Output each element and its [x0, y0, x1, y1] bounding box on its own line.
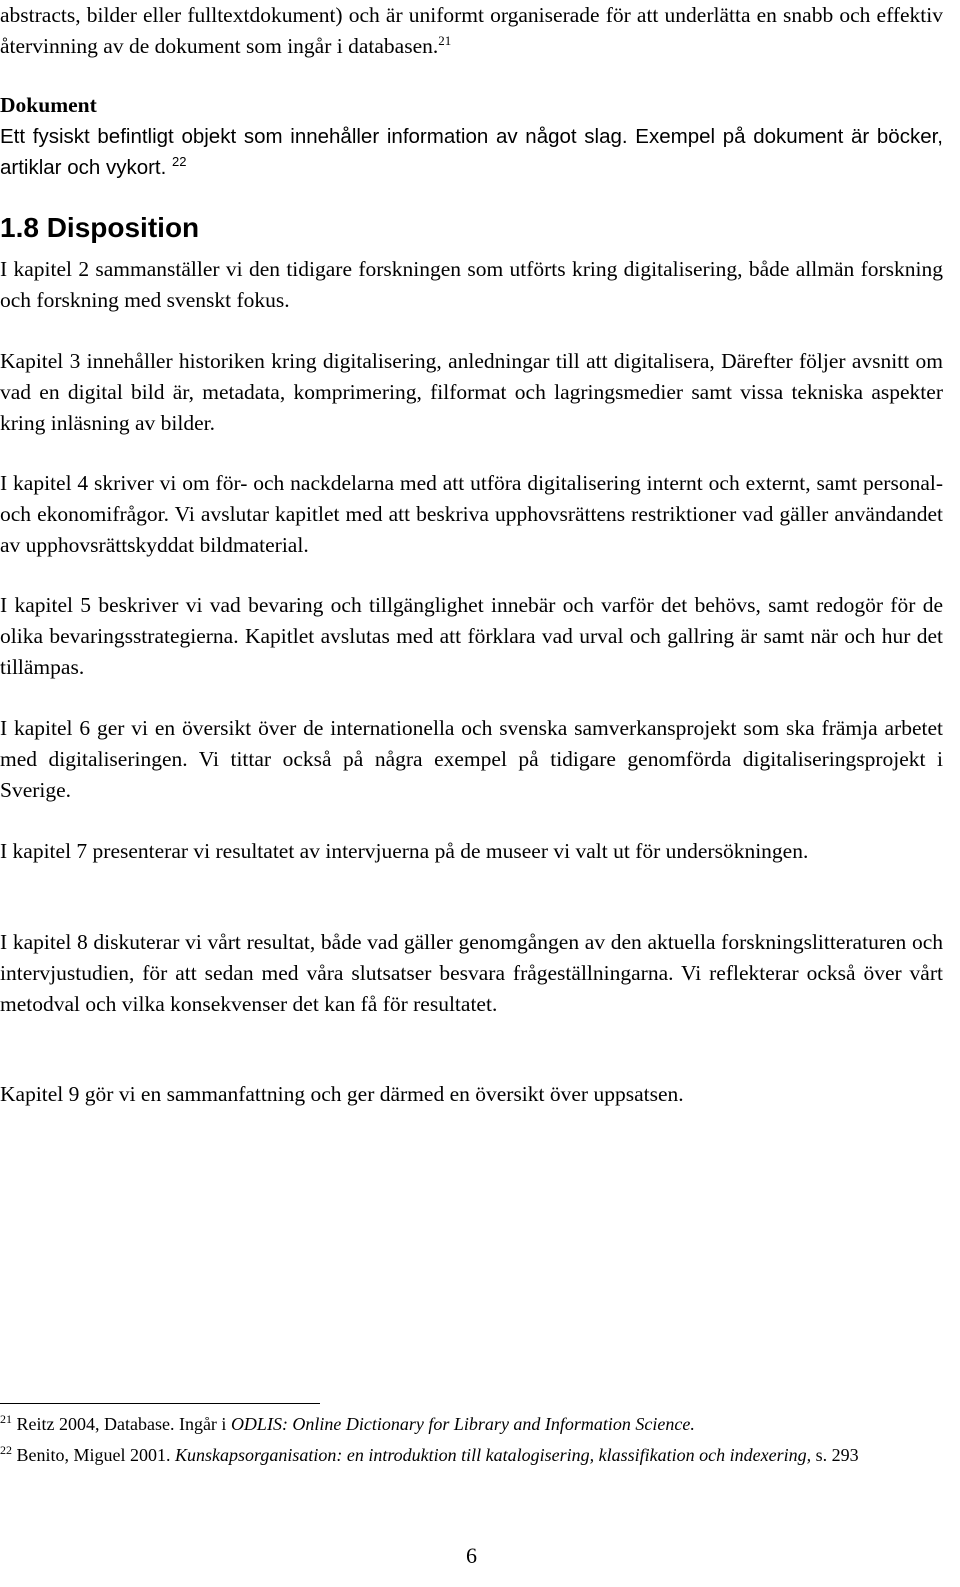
footnote-22: $^{22}$ Benito, Miguel 2001. Kunskapsorganisation: en introduktion till katalogisering, klassifikation och indexering, s. 293	[0, 1443, 859, 1465]
footnote-number: 22	[0, 1443, 12, 1457]
continuation-paragraph: abstracts, bilder eller fulltextdokument) och är uniformt organiserade för att underlätta en snabb och effektiv återvinning av de dokument som ingår i databasen.$^{21}$	[0, 3, 943, 58]
paragraph-chapter-5: I kapitel 5 beskriver vi vad bevaring och tillgänglighet innebär och varför det behövs, samt redogör för de olika bevaringsstrategierna. Kapitlet avslutas med att förklara vad urval och gallring är samt när och hur det tillämpas.	[0, 593, 943, 679]
paragraph-chapter-2: I kapitel 2 sammanställer vi den tidigare forskningen som utförts kring digitalisering, både allmän forskning och forskning med svenskt fokus.	[0, 257, 943, 312]
term-definition-dokument: Ett fysiskt befintligt objekt som innehåller information av något slag. Exempel på dokument är böcker, artiklar och vykort. $^{22}$	[0, 125, 943, 179]
paragraph-chapter-6: I kapitel 6 ger vi en översikt över de internationella och svenska samverkansprojekt som ska främja arbetet med digitaliseringen. Vi tittar också på några exempel på tidigare genomförda digitaliseringsprojekt i Sverige.	[0, 716, 943, 802]
footnote-number: 21	[0, 1412, 12, 1426]
footnote-ref-21: 21	[438, 32, 452, 48]
footnote-ref-22: 22	[172, 154, 187, 170]
page-number: 6	[466, 1543, 477, 1568]
footnote-21: $^{21}$ Reitz 2004, Database. Ingår i ODLIS: Online Dictionary for Library and Information Science.	[0, 1412, 695, 1434]
paragraph-chapter-3: Kapitel 3 innehåller historiken kring digitalisering, anledningar till att digitalisera, Därefter följer avsnitt om vad en digital bild är, metadata, komprimering, filformat och lagringsmedier samt vissa tekniska aspekter kring inläsning av bilder.	[0, 349, 943, 435]
paragraph-chapter-4: I kapitel 4 skriver vi om för- och nackdelarna med att utföra digitalisering internt och externt, samt personal- och ekonomifrågor. Vi avslutar kapitlet med att beskriva upphovsrättens restriktioner vad gäller användandet av upphovsrättskyddat bildmaterial.	[0, 471, 943, 557]
paragraph-chapter-9: Kapitel 9 gör vi en sammanfattning och ger därmed en översikt över uppsatsen.	[0, 1082, 684, 1106]
section-heading: 1.8 Disposition	[0, 212, 200, 243]
paragraph-chapter-7: I kapitel 7 presenterar vi resultatet av intervjuerna på de museer vi valt ut för undersökningen.	[0, 839, 809, 863]
footnote-separator	[0, 1403, 320, 1404]
paragraph-chapter-8: I kapitel 8 diskuterar vi vårt resultat, både vad gäller genomgången av den aktuella forskningslitteraturen och intervjustudien, för att sedan med våra slutsatser besvara frågeställningarna. Vi reflekterar också över vårt metodval och vilka konsekvenser det kan få för resultatet.	[0, 930, 943, 1016]
term-heading-dokument: Dokument	[0, 93, 97, 117]
